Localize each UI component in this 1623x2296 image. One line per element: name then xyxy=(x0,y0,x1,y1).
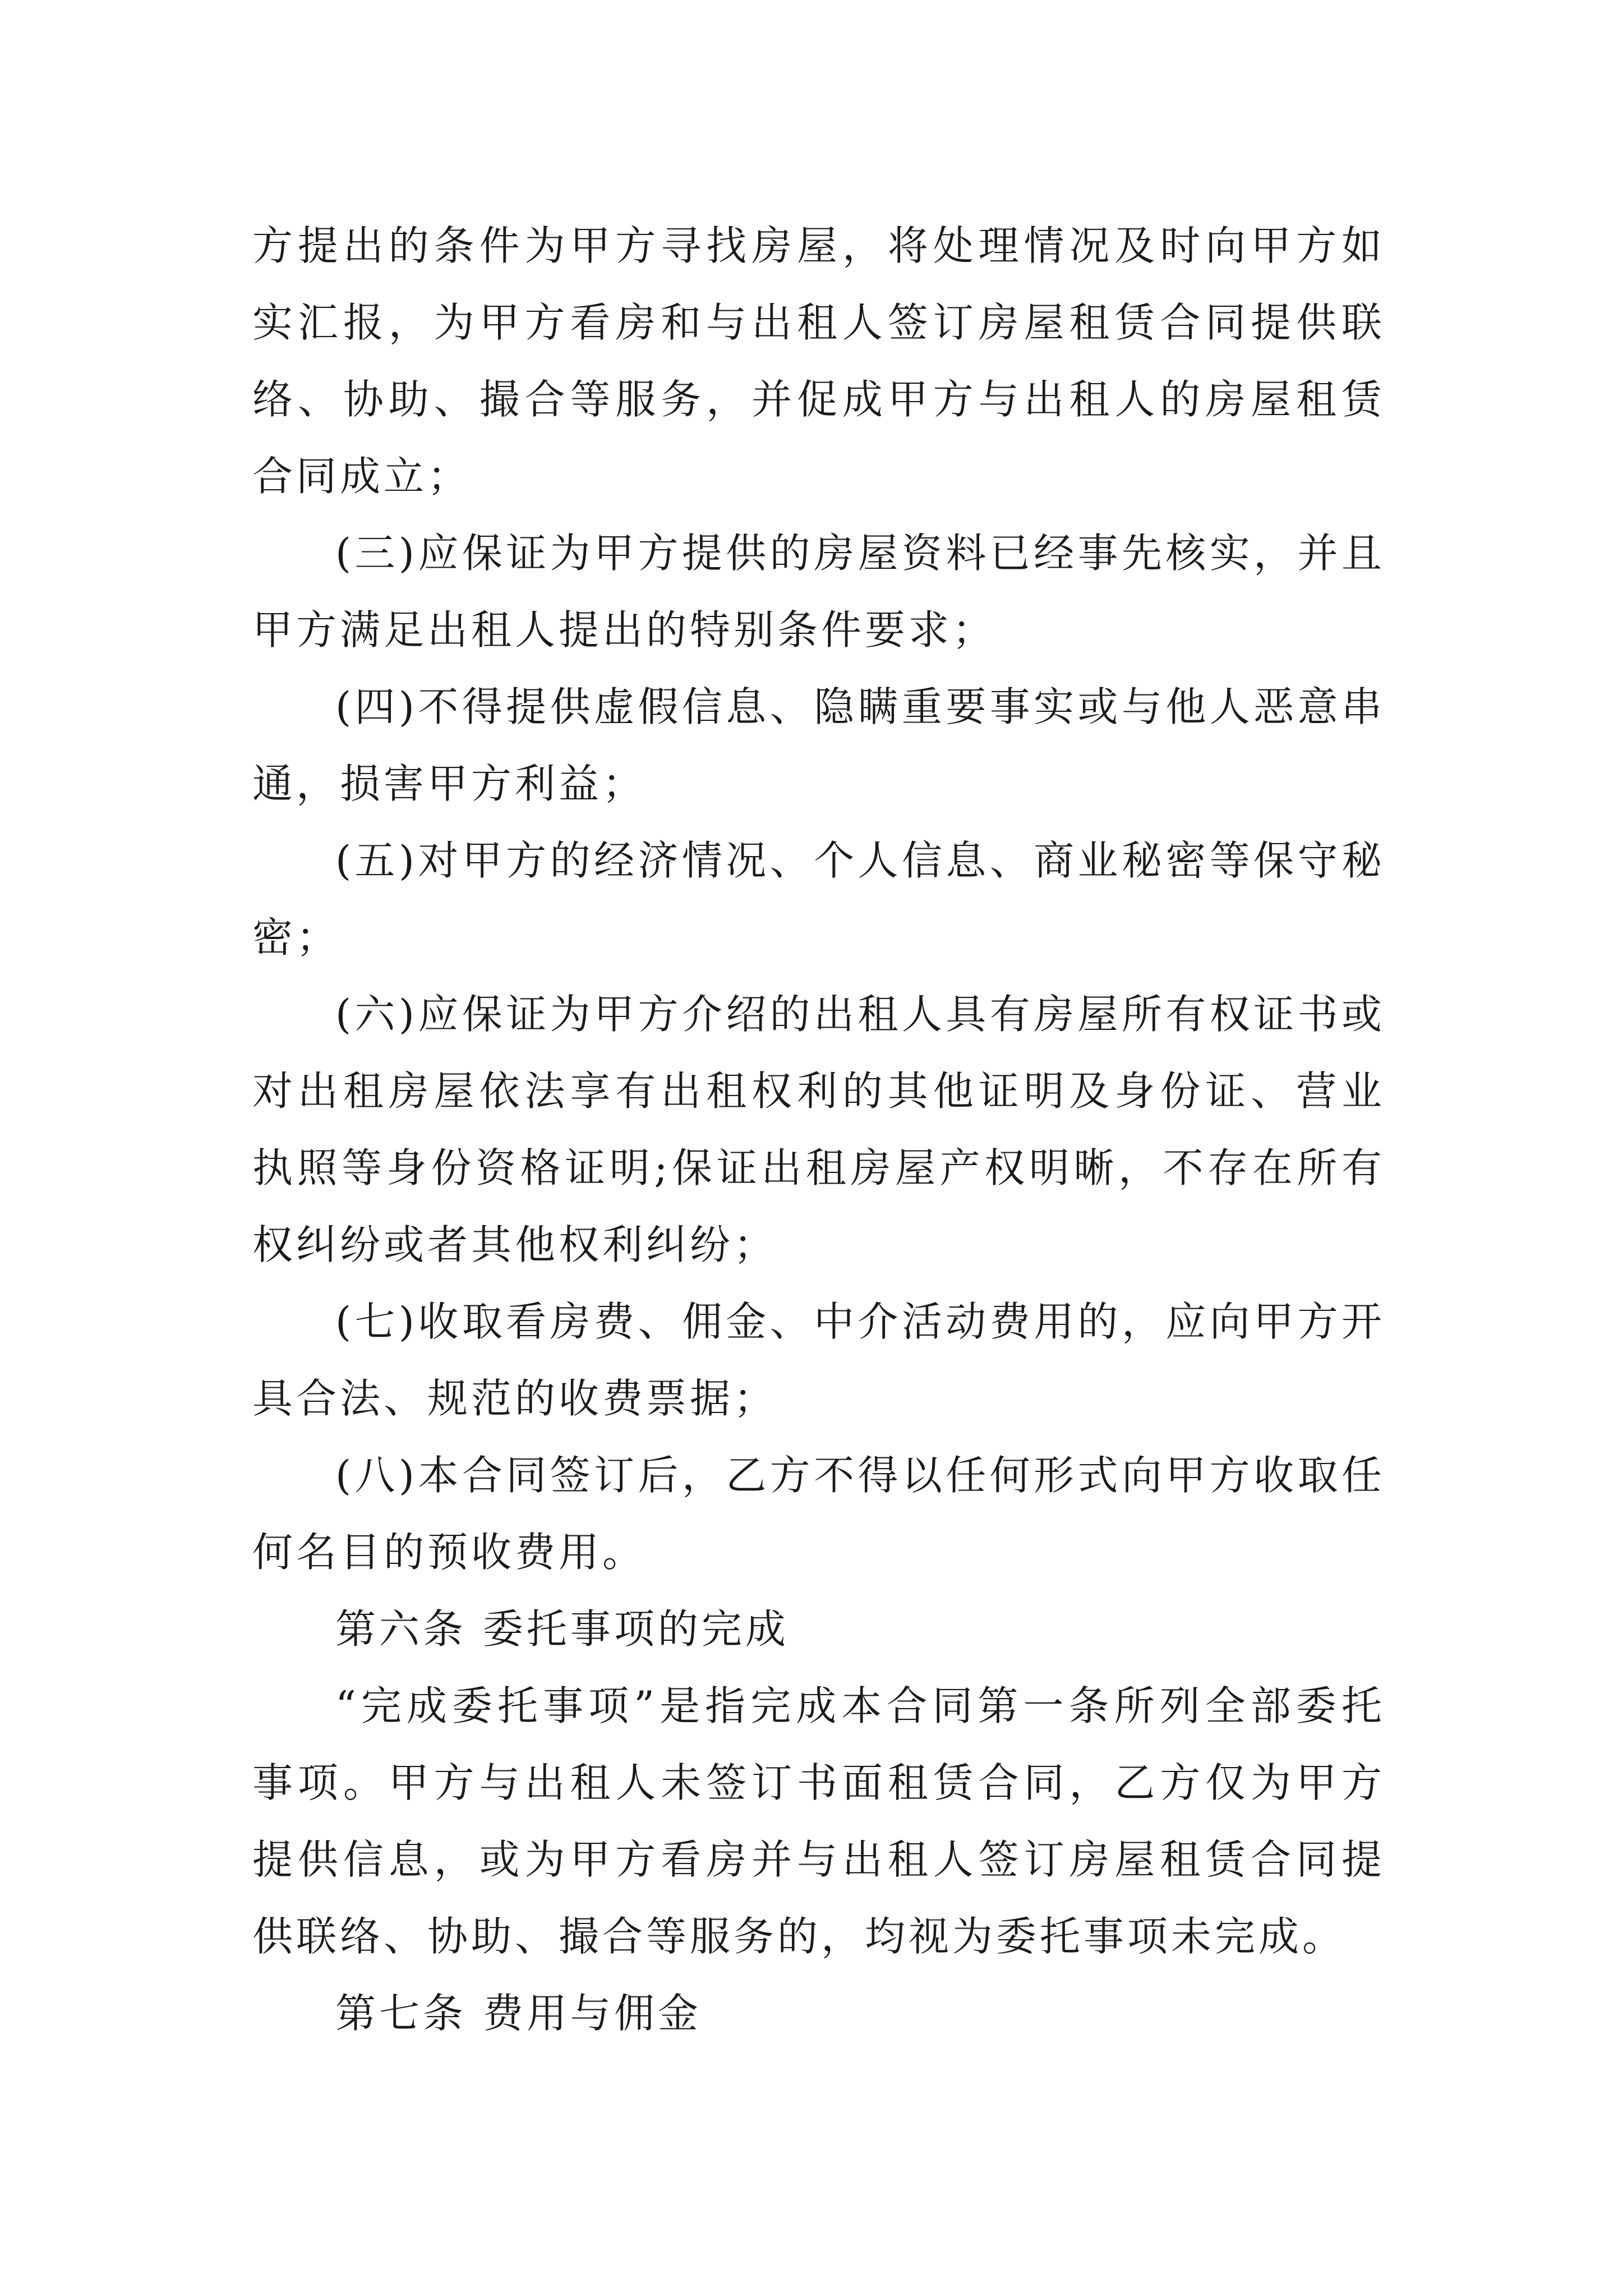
paragraph-continuation: 方提出的条件为甲方寻找房屋，将处理情况及时向甲方如实汇报，为甲方看房和与出租人签订房屋租赁合同提供联络、协助、撮合等服务，并促成甲方与出租人的房屋租赁合同成立； xyxy=(252,222,1385,500)
paragraph-clause-8: (八)本合同签订后，乙方不得以任何形式向甲方收取任何名目的预收费用。 xyxy=(252,1452,1385,1576)
paragraph-clause-6: (六)应保证为甲方介绍的出租人具有房屋所有权证书或对出租房屋依法享有出租权利的其他证明及身份证、营业执照等身份资格证明;保证出租房屋产权明晰，不存在所有权纠纷或者其他权利纠纷； xyxy=(252,991,1385,1268)
document-body xyxy=(252,208,1385,2052)
paragraph-clause-4: (四)不得提供虚假信息、隐瞒重要事实或与他人恶意串通，损害甲方利益； xyxy=(252,683,1385,807)
paragraph-clause-7: (七)收取看房费、佣金、中介活动费用的，应向甲方开具合法、规范的收费票据； xyxy=(252,1298,1385,1422)
article-6-heading: 第六条 委托事项的完成 xyxy=(335,1605,789,1653)
article-7-heading: 第七条 费用与佣金 xyxy=(335,1990,702,2037)
paragraph-clause-3: (三)应保证为甲方提供的房屋资料已经事先核实，并且甲方满足出租人提出的特别条件要求； xyxy=(252,530,1385,654)
article-6-body: “完成委托事项”是指完成本合同第一条所列全部委托事项。甲方与出租人未签订书面租赁合同，乙方仅为甲方提供信息，或为甲方看房并与出租人签订房屋租赁合同提供联络、协助、撮合等服务的，均视为委托事项未完成。 xyxy=(252,1682,1385,1960)
paragraph-clause-5: (五)对甲方的经济情况、个人信息、商业秘密等保守秘密； xyxy=(252,837,1385,961)
